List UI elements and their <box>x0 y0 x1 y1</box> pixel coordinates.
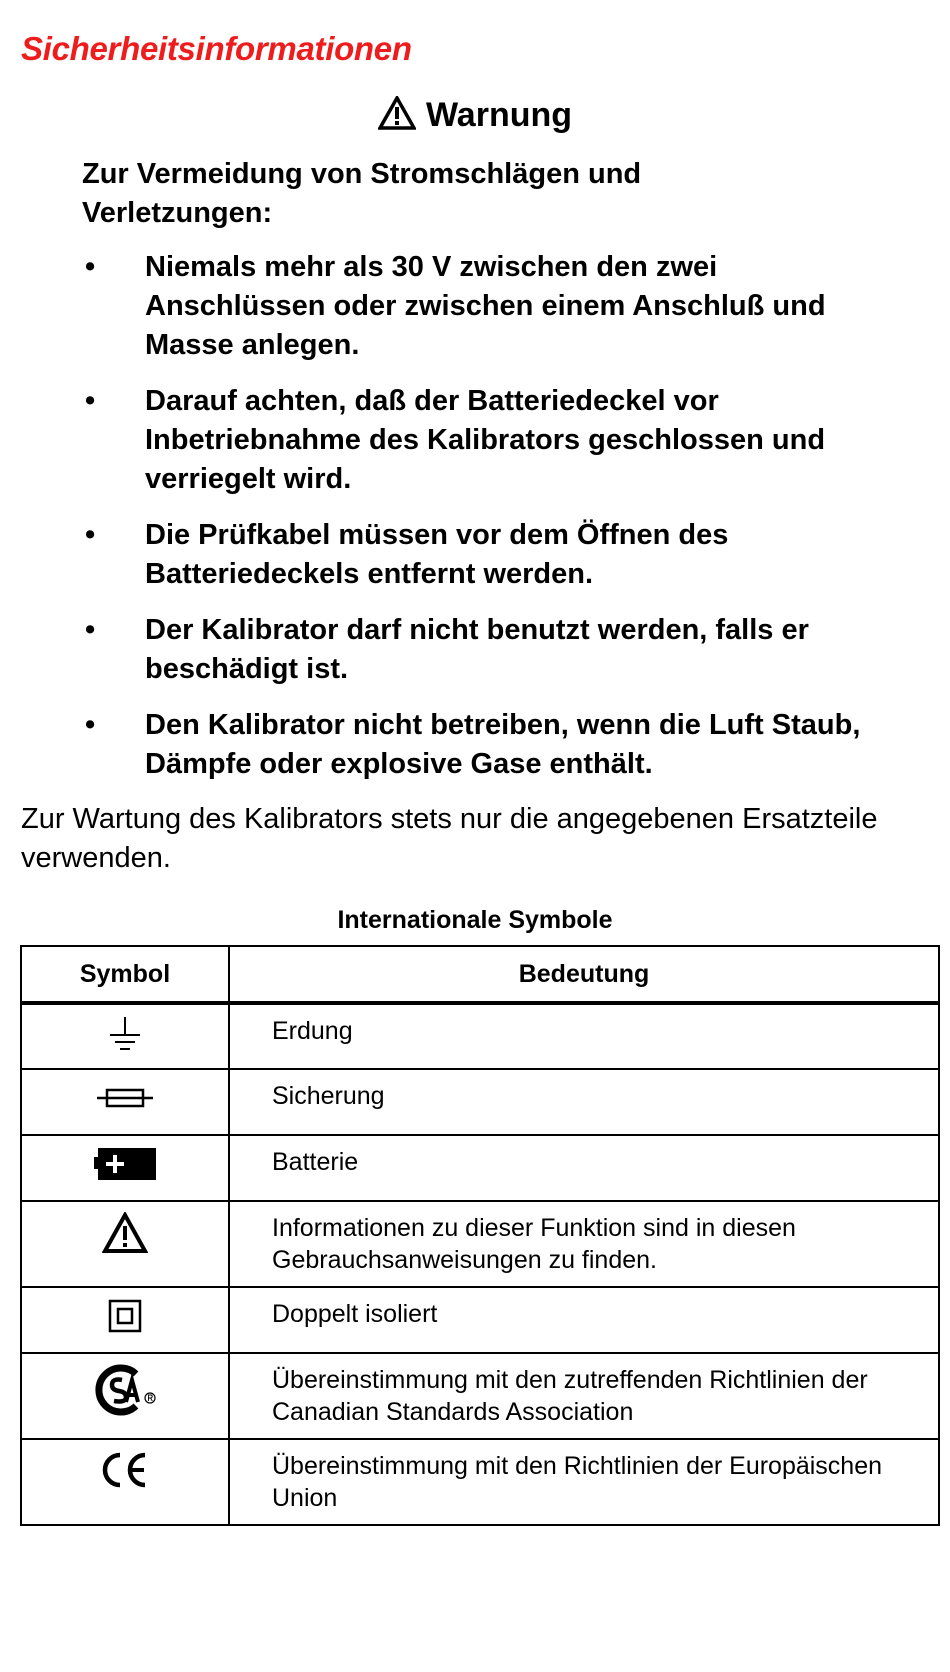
warning-intro: Zur Vermeidung von Stromschlägen und Verletzungen: <box>82 158 642 229</box>
table-header-row <box>21 946 939 1003</box>
meaning-column-header: Bedeutung <box>229 946 939 1003</box>
meaning-cell: Informationen zu dieser Funktion sind in diesen Gebrauchsanweisungen zu finden. <box>229 1201 939 1287</box>
bullet-point: • <box>85 709 96 741</box>
ce-mark-icon <box>98 1450 152 1490</box>
list-item <box>82 248 882 365</box>
csa-mark-icon <box>92 1364 158 1416</box>
maintenance-note: Zur Wartung des Kalibrators stets nur die angegebenen Ersatzteile verwenden. <box>21 803 878 874</box>
double-insulated-icon <box>107 1298 143 1334</box>
symbol-column-header: Symbol <box>21 946 229 1003</box>
list-item <box>82 706 882 784</box>
symbol-cell <box>21 1287 229 1353</box>
table-row <box>21 1353 939 1439</box>
list-item-text: Darauf achten, daß der Batteriedeckel vor Inbetriebnahme des Kalibrators geschlossen und verriegelt wird. <box>145 385 826 495</box>
symbol-cell <box>21 1201 229 1287</box>
list-item <box>82 611 882 689</box>
table-row <box>21 1439 939 1525</box>
meaning-cell: Übereinstimmung mit den zutreffenden Richtlinien der Canadian Standards Association <box>229 1353 939 1439</box>
meaning-cell: Batterie <box>229 1135 939 1201</box>
fuse-icon <box>95 1080 155 1116</box>
symbol-cell <box>21 1353 229 1439</box>
warning-heading-label: Warnung <box>425 96 573 134</box>
table-row <box>21 1287 939 1353</box>
symbol-cell <box>21 1069 229 1135</box>
table-row <box>21 1069 939 1135</box>
table-caption: Internationale Symbole <box>337 906 613 934</box>
warning-heading <box>0 96 950 139</box>
list-item-text: Die Prüfkabel müssen vor dem Öffnen des Batteriedeckels entfernt werden. <box>145 519 729 590</box>
symbol-table <box>20 945 940 1526</box>
symbol-cell <box>21 1003 229 1069</box>
meaning-cell: Doppelt isoliert <box>229 1287 939 1353</box>
bullet-point: • <box>85 519 96 551</box>
table-row <box>21 1135 939 1201</box>
list-item <box>82 382 882 499</box>
table-row <box>21 1201 939 1287</box>
warning-triangle-icon <box>102 1212 148 1254</box>
meaning-cell: Erdung <box>229 1003 939 1069</box>
bullet-point: • <box>85 251 96 283</box>
bullet-point: • <box>85 614 96 646</box>
list-item <box>82 516 882 594</box>
bullet-point: • <box>85 385 96 417</box>
list-item-text: Den Kalibrator nicht betreiben, wenn die Luft Staub, Dämpfe oder explosive Gase enthält. <box>145 709 861 780</box>
symbol-cell <box>21 1135 229 1201</box>
table-row <box>21 1003 939 1069</box>
page-title: Sicherheitsinformationen <box>21 30 412 67</box>
list-item-text: Der Kalibrator darf nicht benutzt werden, falls er beschädigt ist. <box>145 614 809 685</box>
symbol-cell <box>21 1439 229 1525</box>
ground-icon <box>107 1015 143 1055</box>
meaning-cell: Übereinstimmung mit den Richtlinien der Europäischen Union <box>229 1439 939 1525</box>
warning-list <box>82 248 882 801</box>
meaning-cell: Sicherung <box>229 1069 939 1135</box>
warning-triangle-icon <box>378 96 416 139</box>
battery-icon <box>92 1146 158 1182</box>
list-item-text: Niemals mehr als 30 V zwischen den zwei Anschlüssen oder zwischen einem Anschluß und Masse anlegen. <box>145 251 826 361</box>
